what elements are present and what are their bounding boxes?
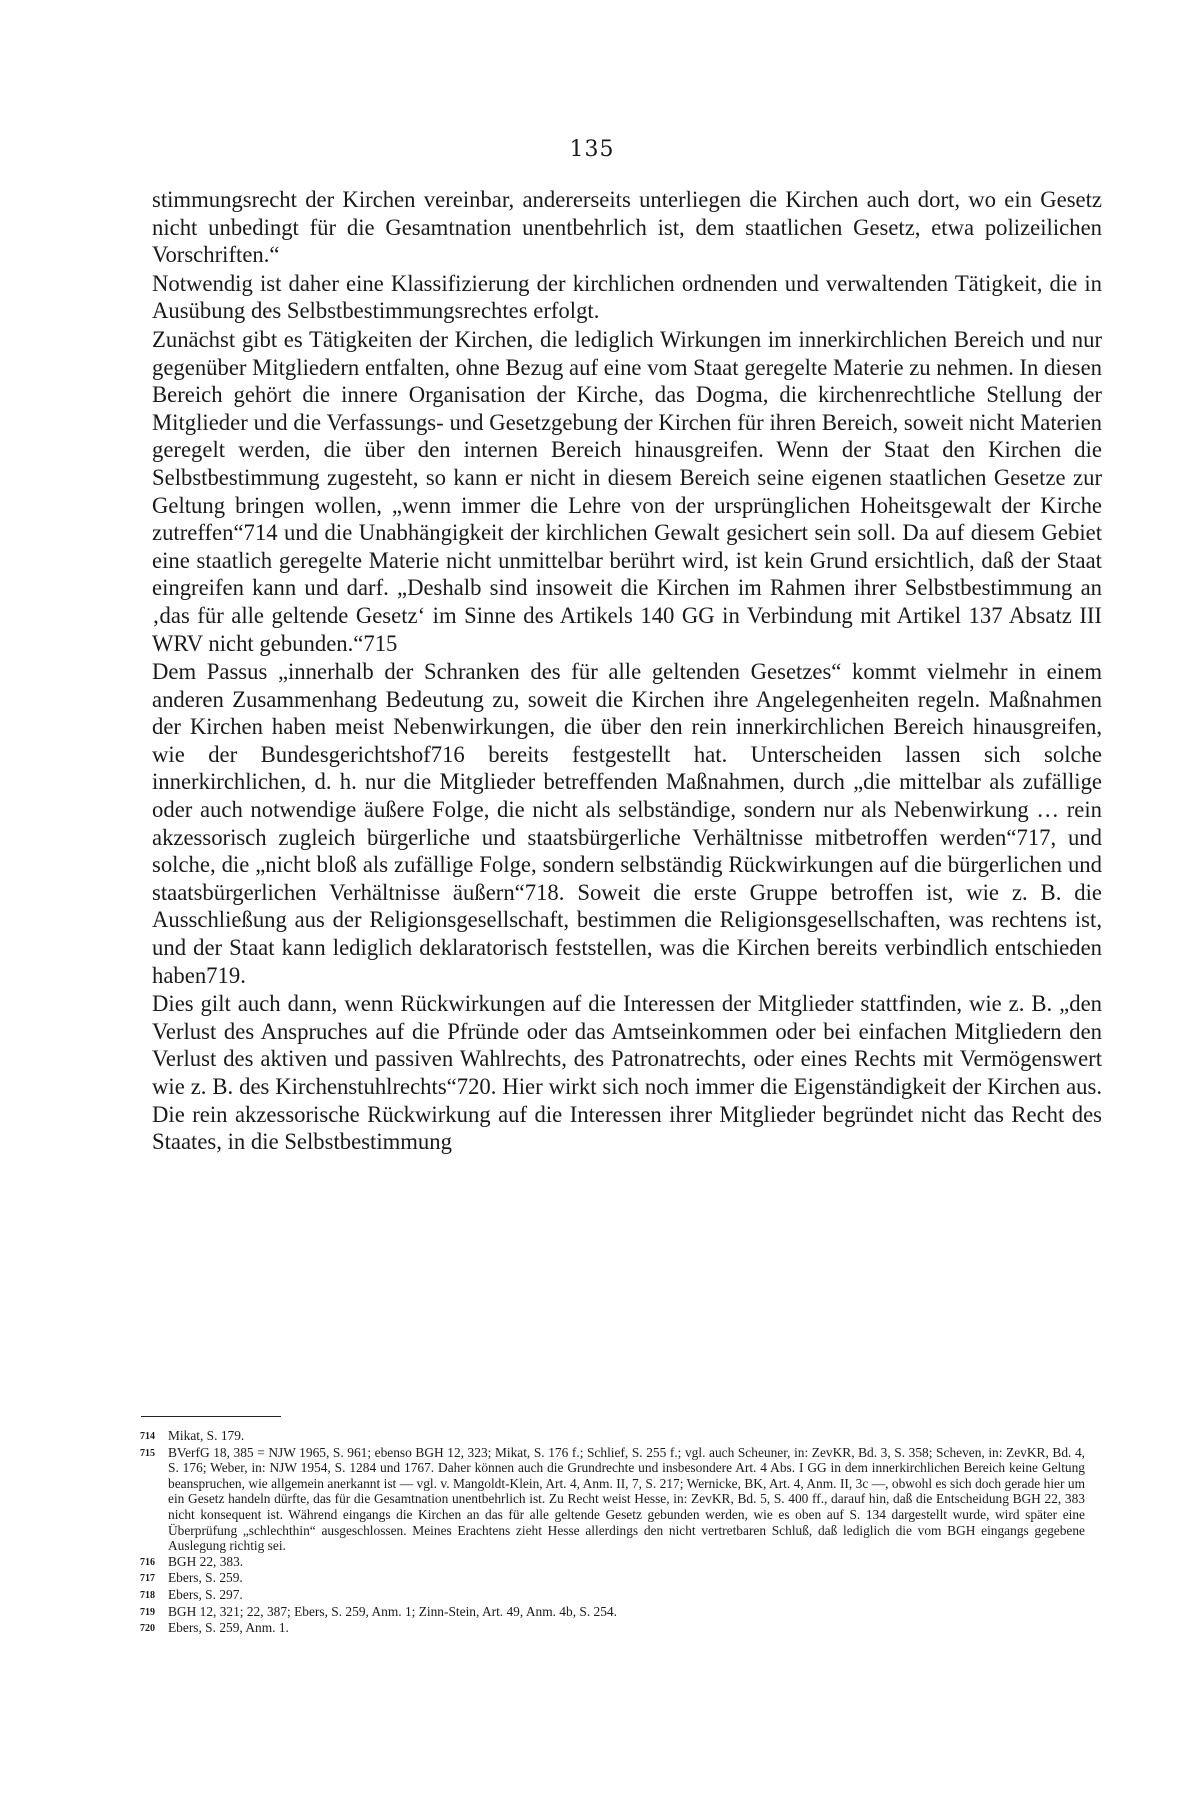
footnote-text: Mikat, S. 179.: [168, 1428, 245, 1443]
footnotes: [140, 1428, 1085, 1637]
footnote-text: Ebers, S. 259, Anm. 1.: [168, 1620, 289, 1636]
footnote-number: 719: [140, 1606, 155, 1618]
footnote-text: Ebers, S. 259.: [168, 1570, 243, 1586]
footnote: [140, 1428, 1085, 1445]
footnote: [140, 1587, 1085, 1604]
paragraph: stimmungsrecht der Kirchen vereinbar, andererseits unterliegen die Kirchen auch dort, wo ein Gesetz nicht unbedingt für die Gesamtnation unentbehrlich ist, dem staatlichen Gesetz, etwa polizeilichen Vorschriften.“: [152, 187, 1102, 268]
footnote-number: 720: [140, 1623, 155, 1635]
paragraph: Zunächst gibt es Tätigkeiten der Kirchen, die lediglich Wirkungen im innerkirchlichen Bereich und nur gegenüber Mitgliedern entfalten, ohne Bezug auf eine vom Staat geregelte Materie zu nehmen. In diesen Bereich gehört die innere Organisation der Kirche, das Dogma, die kirchenrechtliche Stellung der Mitglieder und die Verfassungs- und Gesetzgebung der Kirchen für ihren Bereich, soweit nicht Materien geregelt werden, die über den internen Bereich hinausgreifen. Wenn der Staat den Kirchen die Selbstbestimmung zugesteht, so kann er nicht in diesem Bereich seine eigenen staatlichen Gesetze zur Geltung bringen wollen, „wenn immer die Lehre von der ursprünglichen Hoheitsgewalt der Kirche zutreffen“714 und die Unabhängigkeit der kirchlichen Gewalt gesichert sein soll. Da auf diesem Gebiet eine staatlich geregelte Materie nicht unmittelbar berührt wird, ist kein Grund ersichtlich, daß der Staat eingreifen kann und darf. „Deshalb sind insoweit die Kirchen im Rahmen ihrer Selbstbestimmung an ‚das für alle geltende Gesetz‘ im Sinne des Artikels 140 GG in Verbindung mit Artikel 137 Absatz III WRV nicht gebunden.“715: [152, 326, 1102, 656]
footnote: [140, 1570, 1085, 1587]
footnote-number: 717: [140, 1573, 155, 1585]
footnote-number: 715: [140, 1447, 155, 1459]
paragraph: Notwendig ist daher eine Klassifizierung der kirchlichen ordnenden und verwaltenden Tätigkeit, die in Ausübung des Selbstbestimmungsrechtes erfolgt.: [152, 270, 1102, 324]
footnote: [140, 1445, 1085, 1554]
footnote: [140, 1604, 1085, 1621]
footnote-text: Ebers, S. 297.: [168, 1586, 243, 1602]
footnote-text: BGH 22, 383.: [168, 1553, 244, 1569]
paragraph: Dies gilt auch dann, wenn Rückwirkungen auf die Interessen der Mitglieder stattfinden, wie z. B. „den Verlust des Anspruches auf die Pfründe oder das Amtseinkommen oder bei einfachen Mitgliedern den Verlust des aktiven und passiven Wahlrechts, des Patronatrechts, oder eines Rechts mit Vermögenswert wie z. B. des Kirchenstuhlrechts“720. Hier wirkt sich noch immer die Eigenständigkeit der Kirchen aus. Die rein akzessorische Rückwirkung auf die Interessen ihrer Mitglieder begründet nicht das Recht des Staates, in die Selbstbestimmung: [152, 991, 1102, 1155]
main-text: [152, 186, 1102, 1157]
footnote: [140, 1620, 1085, 1637]
footnote-text: BVerfG 18, 385 = NJW 1965, S. 961; ebenso BGH 12, 323; Mikat, S. 176 f.; Schlief, S. 255 f.; vgl. auch Scheuner, in: ZevKR, Bd. 3, S. 358; Scheven, in: ZevKR, Bd. 4, S. 176; Weber, in: NJW 1954, S. 1284 und 1767. Daher können auch die Grundrechte und insbesondere Art. 4 Abs. I GG in dem innerkirchlichen Bereich keine Geltung beanspruchen, wie allgemein anerkannt ist — vgl. v. Mangoldt-Klein, Art. 4, Anm. II, 7, S. 217; Wernicke, BK, Art. 4, Anm. II, 3c —, obwohl es sich doch gerade hier um ein Gesetz handeln dürfte, das für die Gesamtnation unentbehrlich ist. Zu Recht weist Hesse, in: ZevKR, Bd. 5, S. 400 ff., darauf hin, daß die Entscheidung BGH 22, 383 nicht konsequent ist. Während eingangs die Kirchen an das für alle geltende Gesetz gebunden werden, wie es oben auf S. 134 dargestellt wurde, wird später eine Überprüfung „schlechthin“ ausgeschlossen. Meines Erachtens zieht Hesse allerdings den nicht vertretbaren Schluß, daß lediglich die vom BGH eingangs gegebene Auslegung richtig sei.: [168, 1444, 1085, 1554]
footnote-number: 718: [140, 1589, 155, 1601]
footnote-text: BGH 12, 321; 22, 387; Ebers, S. 259, Anm. 1; Zinn-Stein, Art. 49, Anm. 4b, S. 254.: [168, 1603, 617, 1619]
footnote-number: 716: [140, 1556, 155, 1568]
page-number: 135: [569, 137, 615, 162]
footnote-number: 714: [140, 1431, 155, 1442]
footnote: [140, 1554, 1085, 1571]
footnote-divider: [141, 1416, 281, 1417]
paragraph: Dem Passus „innerhalb der Schranken des für alle geltenden Gesetzes“ kommt vielmehr in einem anderen Zusammenhang Bedeutung zu, soweit die Kirchen ihre Angelegenheiten regeln. Maßnahmen der Kirchen haben meist Nebenwirkungen, die über den rein innerkirchlichen Bereich hinausgreifen, wie der Bundesgerichtshof716 bereits festgestellt hat. Unterscheiden lassen sich solche innerkirchlichen, d. h. nur die Mitglieder betreffenden Maßnahmen, durch „die mittelbar als zufällige oder auch notwendige äußere Folge, die nicht als selbständige, sondern nur als Nebenwirkung … rein akzessorisch zugleich bürgerliche und staatsbürgerliche Verhältnisse mitbetroffen werden“717, und solche, die „nicht bloß als zufällige Folge, sondern selbständig Rückwirkungen auf die bürgerlichen und staatsbürgerlichen Verhältnisse äußern“718. Soweit die erste Gruppe betroffen ist, wie z. B. die Ausschließung aus der Religionsgesellschaft, bestimmen die Religionsgesellschaften, was rechtens ist, und der Staat kann lediglich deklaratorisch feststellen, was die Kirchen bereits verbindlich entschieden haben719.: [152, 659, 1102, 988]
